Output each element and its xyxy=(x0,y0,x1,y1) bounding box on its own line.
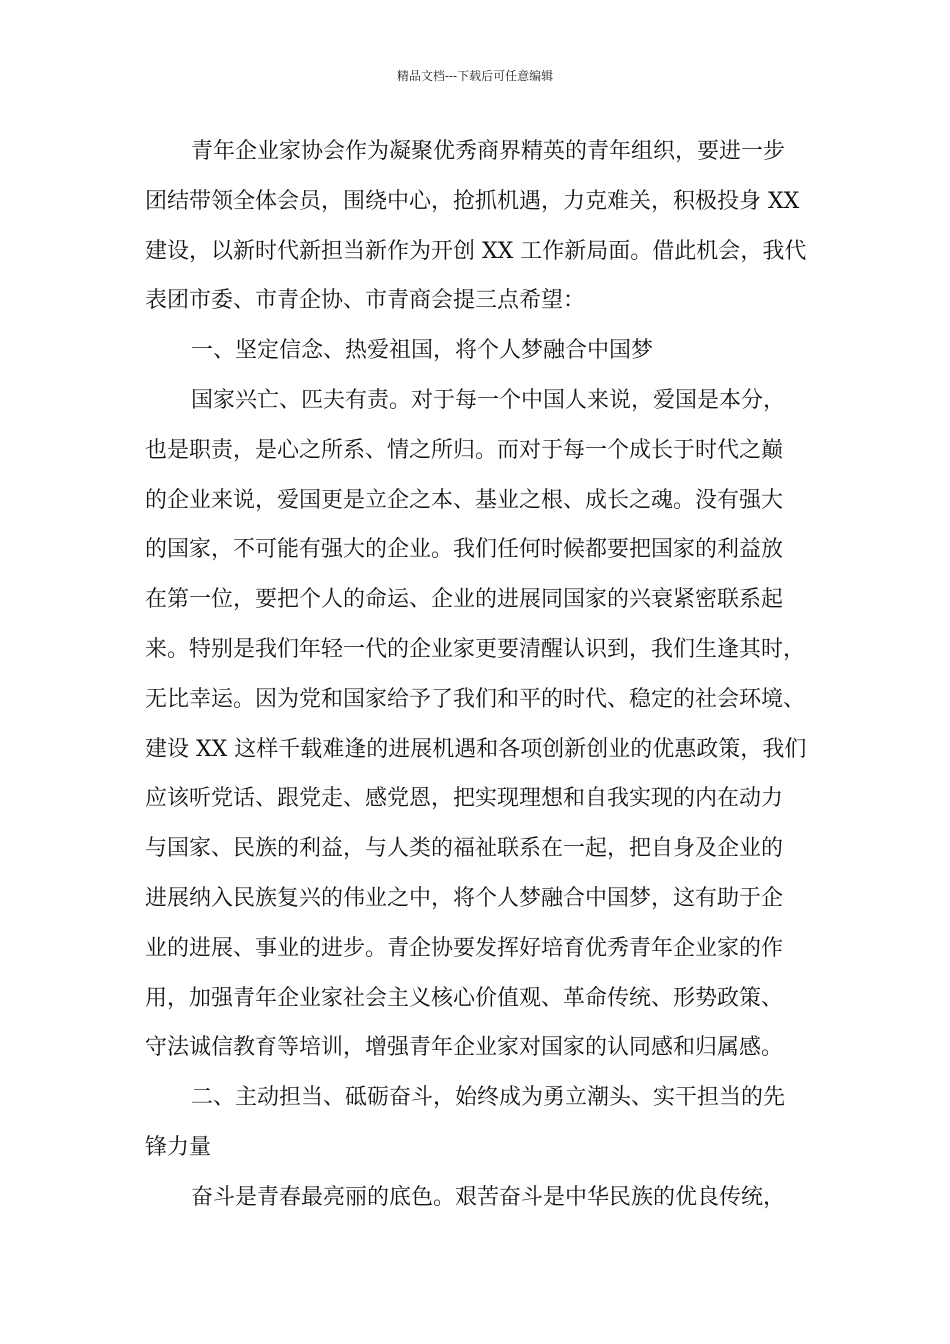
text-line: 国家兴亡、匹夫有责。对于每一个中国人来说，爱国是本分， xyxy=(191,387,786,413)
text-line: 建设 XX 这样千载难逢的进展机遇和各项创新创业的优惠政策，我们 xyxy=(145,736,807,762)
text-line: 无比幸运。因为党和国家给予了我们和平的时代、稳定的社会环境、 xyxy=(145,686,806,712)
text-line: 的企业来说，爱国更是立企之本、基业之根、成长之魂。没有强大 xyxy=(145,487,784,513)
section-heading-continued: 锋力量 xyxy=(145,1134,212,1160)
text-line: 业的进展、事业的进步。青企协要发挥好培育优秀青年企业家的作 xyxy=(145,935,784,961)
text-line: 进展纳入民族复兴的伟业之中，将个人梦融合中国梦，这有助于企 xyxy=(145,885,784,911)
text-line: 在第一位，要把个人的命运、企业的进展同国家的兴衰紧密联系起 xyxy=(145,587,784,613)
text-line: 青年企业家协会作为凝聚优秀商界精英的青年组织，要进一步 xyxy=(191,139,786,164)
section-heading: 一、坚定信念、热爱祖国，将个人梦融合中国梦 xyxy=(191,338,654,364)
text-line: 也是职责，是心之所系、情之所归。而对于每一个成长于时代之巅 xyxy=(145,437,784,463)
text-line: 与国家、民族的利益，与人类的福祉联系在一起，把自身及企业的 xyxy=(145,836,784,862)
text-line: 表团市委、市青企协、市青商会提三点希望： xyxy=(145,288,586,314)
text-line: 团结带领全体会员，围绕中心，抢抓机遇，力克难关，积极投身 XX xyxy=(145,188,800,214)
text-line: 来。特别是我们年轻一代的企业家更要清醒认识到，我们生逢其时， xyxy=(145,636,806,662)
section-heading: 二、主动担当、砥砺奋斗，始终成为勇立潮头、实干担当的先 xyxy=(191,1085,786,1111)
text-line: 用，加强青年企业家社会主义核心价值观、革命传统、形势政策、 xyxy=(145,985,784,1011)
text-line: 守法诚信教育等培训，增强青年企业家对国家的认同感和归属感。 xyxy=(145,1035,784,1061)
text-line: 应该听党话、跟党走、感党恩，把实现理想和自我实现的内在动力 xyxy=(145,786,784,812)
text-line: 的国家，不可能有强大的企业。我们任何时候都要把国家的利益放 xyxy=(145,537,784,563)
text-line: 建设，以新时代新担当新作为开创 XX 工作新局面。借此机会，我代 xyxy=(145,238,807,264)
document-body xyxy=(145,127,825,1223)
page-header: 精品文档---下载后可任意编辑 xyxy=(396,69,554,83)
text-line: 奋斗是青春最亮丽的底色。艰苦奋斗是中华民族的优良传统， xyxy=(191,1184,786,1210)
